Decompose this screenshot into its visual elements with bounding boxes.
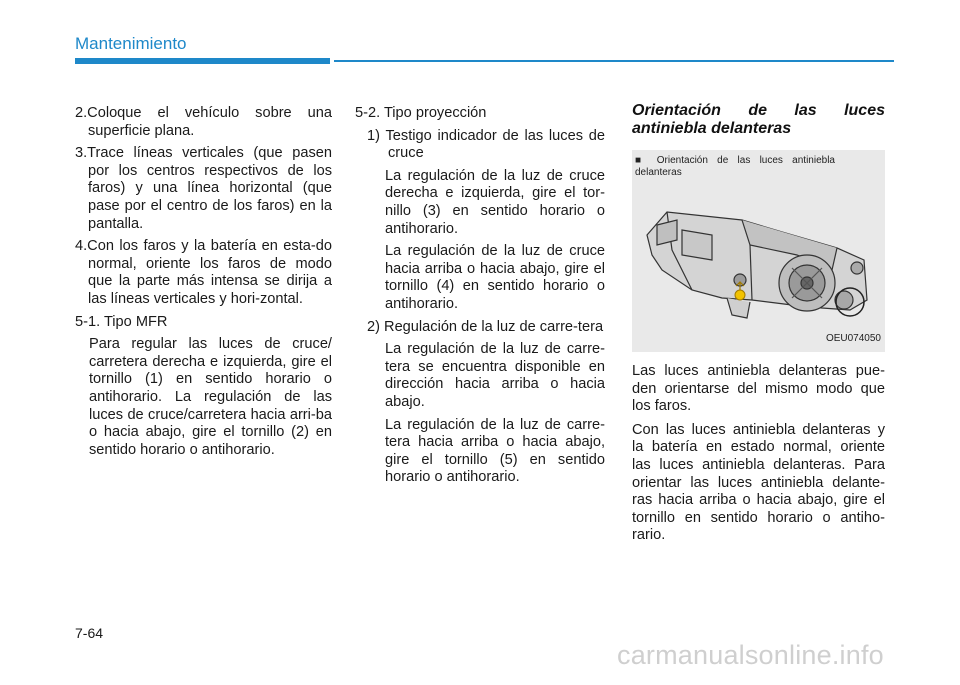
sub-2-para-1: La regulación de la luz de carre-tera se encuentra disponible en dirección hacia arriba o hacia abajo.: [385, 341, 605, 410]
page-number: 7-64: [75, 625, 104, 641]
step-3: 3.Trace líneas verticales (que pasen por los centros respectivos de los faros) y una línea horizontal (que pase por el centro de los faros) en la pantalla.: [75, 145, 332, 232]
fog-light-heading: Orientación de las luces antiniebla delanteras: [632, 102, 885, 137]
section-title: Mantenimiento: [75, 34, 187, 53]
figure-caption: ■ Orientación de las luces antiniebla delanteras: [635, 155, 835, 178]
fog-light-figure: [632, 150, 885, 352]
step-5-1-text: Para regular las luces de cruce/ carretera derecha e izquierda, gire el tornillo (1) en sentido horario o antihorario. La regulación de las luces de cruce/carretera hacia arri-ba o hacia abajo, gire el tornillo (2) en sentido horario o antihorario.: [89, 336, 332, 458]
fog-light-para-1: Las luces antiniebla delanteras pue-den orientarse del mismo modo que los faros.: [632, 363, 885, 415]
header-rule-thick: [75, 58, 330, 64]
column-middle: [355, 105, 605, 492]
sub-2-title: 2) Regulación de la luz de carre-tera: [367, 318, 604, 335]
figure-code: OEU074050: [825, 333, 881, 345]
watermark: carmanualsonline.info: [617, 640, 884, 670]
column-right: [632, 102, 885, 551]
column-left: [75, 105, 332, 464]
fog-light-para-2: Con las luces antiniebla delanteras y la batería en estado normal, oriente las luces antiniebla delanteras. Para orientar las luces antiniebla delante-ras hacia arriba o hacia abajo, gire el tornillo en sentido horario o antiho-rario.: [632, 421, 885, 544]
sub-1-para-2: La regulación de la luz de cruce hacia arriba o hacia abajo, gire el tornillo (4) en sentido horario o antihorario.: [385, 243, 605, 312]
step-5-2-title: 5-2. Tipo proyección: [355, 105, 487, 121]
sub-1-para-1: La regulación de la luz de cruce derecha e izquierda, gire el tor-nillo (3) en sentido horario o antihorario.: [385, 167, 605, 237]
step-5-1-title: 5-1. Tipo MFR: [75, 313, 168, 330]
step-2: 2.Coloque el vehículo sobre una superficie plana.: [75, 105, 332, 139]
headlamp-illustration: [632, 150, 885, 352]
header-rule-thin: [334, 60, 894, 62]
step-4: 4.Con los faros y la batería en esta-do normal, oriente los faros de modo que la parte más intensa se dirija a las líneas verticales y hori-zontal.: [75, 238, 332, 307]
sub-2-para-2: La regulación de la luz de carre-tera hacia arriba o hacia abajo, gire el tornillo (5) en sentido horario o antihorario.: [385, 416, 605, 486]
sub-1-title: 1) Testigo indicador de las luces de cruce: [367, 127, 605, 162]
